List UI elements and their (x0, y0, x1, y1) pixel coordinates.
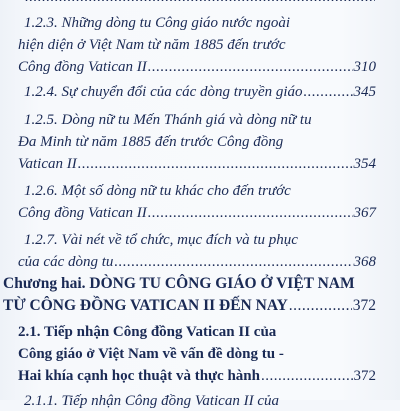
toc-entry-text: 1.2.5. Dòng nữ tu Mến Thánh giá và dòng nữ tu (24, 112, 312, 128)
toc-entry-text: 2.1.1. Tiếp nhận Công đồng Vatican II của (24, 393, 279, 409)
toc-entry-text: của các dòng tu (18, 254, 114, 270)
toc-entry-text: 1.2.3. Những dòng tu Công giáo nước ngoài (24, 15, 291, 31)
toc-entry-text: Hai khía cạnh học thuật và thực hành (18, 368, 260, 384)
page-number: 368 (353, 254, 376, 270)
chapter-title: TỪ CÔNG ĐỒNG VATICAN II ĐẾN NAY (3, 297, 288, 314)
page-number: 345 (353, 84, 376, 100)
page-number: 372 (353, 368, 376, 384)
previous-entry-cut (0, 0, 400, 6)
toc-entry-text: 1.2.4. Sự chuyển đổi của các dòng truyền giáo (24, 84, 303, 100)
toc-entry-text: Công đồng Vatican II (18, 205, 147, 221)
toc-entry-text: 1.2.7. Vài nét về tổ chức, mục đích và tu phục (24, 232, 298, 248)
page-number: 310 (353, 59, 376, 75)
toc-entry-text: Đa Minh từ năm 1885 đến trước Công đồng (18, 134, 284, 150)
leader-dots (114, 253, 352, 272)
toc-entry-text: 1.2.6. Một số dòng nữ tu khác cho đến trước (24, 183, 291, 199)
leader-dots (148, 204, 353, 223)
chapter-title: Chương hai. DÒNG TU CÔNG GIÁO Ở VIỆT NAM (3, 275, 355, 292)
toc-entry-text: Công giáo ở Việt Nam về vấn đề dòng tu - (18, 346, 284, 362)
leader-dots (304, 83, 353, 102)
toc-entry-text: 2.1. Tiếp nhận Công đồng Vatican II của (18, 324, 277, 340)
leader-dots (148, 58, 353, 77)
leader-dots (289, 296, 352, 315)
page-number: 367 (353, 205, 376, 221)
leader-dots (261, 367, 353, 386)
toc-entry-text: hiện diện ở Việt Nam từ năm 1885 đến trước (18, 37, 286, 53)
toc-entry-text: Công đồng Vatican II (18, 59, 147, 75)
toc-entry-text: Vatican II (18, 156, 77, 172)
page-number: 372 (352, 297, 376, 314)
page-number: 354 (353, 156, 376, 172)
leader-dots (78, 155, 353, 174)
